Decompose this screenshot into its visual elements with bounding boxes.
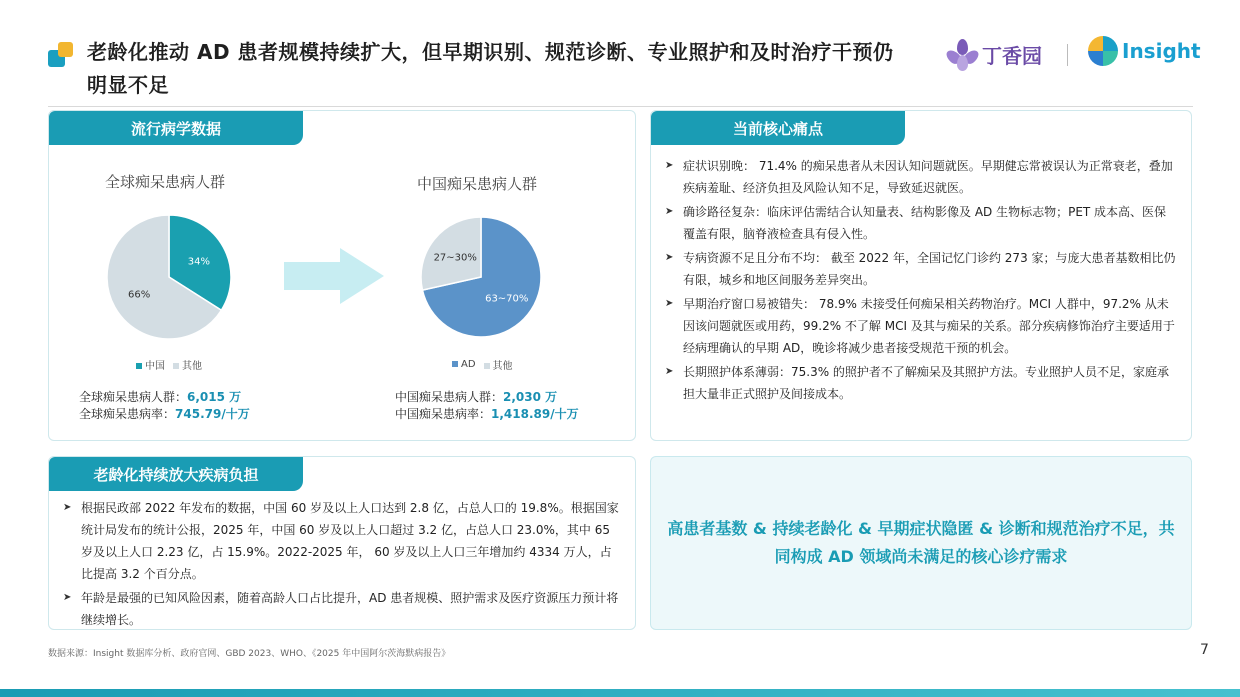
global-chart-title: 全球痴呆患病人群 xyxy=(105,173,226,191)
china-pie-chart xyxy=(419,215,543,339)
china-patients-stat: 中国痴呆患病人群：2,030 万 xyxy=(395,390,558,404)
global-legend xyxy=(136,357,202,372)
epidemiology-tab: 流行病学数据 xyxy=(49,111,303,145)
china-legend xyxy=(452,357,513,372)
dxy-logo-text: 丁香园 xyxy=(982,43,1042,68)
pain-points-tab: 当前核心痛点 xyxy=(651,111,905,145)
summary-text: 高患者基数 & 持续老龄化 & 早期症状隐匿 & 诊断和规范治疗不足，共同构成 AD 领域尚未满足的核心诊疗需求 xyxy=(667,519,1175,566)
pie-data-label: 34% xyxy=(187,256,210,268)
legend-item-ad: AD xyxy=(452,359,476,370)
legend-item-other: 其他 xyxy=(173,357,202,372)
legend-item-china: 中国 xyxy=(136,357,165,372)
list-item: ➤ 专病资源不足且分布不均： 截至 2022 年，全国记忆门诊约 273 家；与庞大患者基数相比仍有限，城乡和地区间服务差异突出。 xyxy=(665,247,1177,291)
pie-data-label: 66% xyxy=(128,289,151,301)
pain-points-panel xyxy=(650,110,1192,441)
pie-data-label: 27~30% xyxy=(433,252,477,264)
global-prevalence-stat: 全球痴呆患病率：745.79/十万 xyxy=(79,407,250,421)
aging-panel xyxy=(48,456,636,630)
global-patients-stat: 全球痴呆患病人群：6,015 万 xyxy=(79,390,242,404)
aging-list xyxy=(63,497,623,633)
footer-bar xyxy=(0,689,1240,697)
china-chart-title: 中国痴呆患病人群 xyxy=(417,175,538,193)
page-title: 老龄化推动 AD 患者规模持续扩大，但早期识别、规范诊断、专业照护和及时治疗干预仍明显不足 xyxy=(87,40,894,97)
list-item: ➤ 症状识别晚： 71.4% 的痴呆患者从未因认知问题就医。早期健忘常被误认为正常衰老，叠加疾病羞耻、经济负担及风险认知不足，导致延迟就医。 xyxy=(665,155,1177,199)
list-item: ➤ 确诊路径复杂：临床评估需结合认知量表、结构影像及 AD 生物标志物；PET 成本高、医保覆盖有限，脑脊液检查具有侵入性。 xyxy=(665,201,1177,245)
list-item: ➤ 长期照护体系薄弱：75.3% 的照护者不了解痴呆及其照护方法。专业照护人员不足，家庭承担大量非正式照护及间接成本。 xyxy=(665,361,1177,405)
pain-points-list xyxy=(665,155,1177,407)
global-pie-chart xyxy=(105,213,233,341)
list-item: ➤ 根据民政部 2022 年发布的数据，中国 60 岁及以上人口达到 2.8 亿，占总人口的 19.8%。根据国家统计局发布的统计公报，2025 年，中国 60 岁及以上人口超过 3.2 亿，占总人口 23.0%，其中 65 岁及以上人口 2.23 亿，占 15.9%。2022-2025 年， 60 岁及以上人口三年增加约 4334 万人，占比提高 3.2 个百分点。 xyxy=(63,497,623,585)
list-item: ➤ 年龄是最强的已知风险因素，随着高龄人口占比提升，AD 患者规模、照护需求及医疗资源压力预计将继续增长。 xyxy=(63,587,623,631)
page-number: 7 xyxy=(1200,642,1209,658)
arrow-right-icon xyxy=(284,248,384,304)
china-prevalence-stat: 中国痴呆患病率：1,418.89/十万 xyxy=(395,407,579,421)
data-source-note: 数据来源：Insight 数据库分析、政府官网、GBD 2023、WHO、《2025 年中国阿尔茨海默病报告》 xyxy=(48,649,451,659)
insight-logo-icon xyxy=(1088,36,1118,66)
pie-data-label: 63~70% xyxy=(485,293,529,305)
dxy-logo xyxy=(948,37,1042,71)
summary-panel xyxy=(650,456,1192,630)
aging-tab: 老龄化持续放大疾病负担 xyxy=(49,457,303,491)
brand-divider xyxy=(1067,44,1068,66)
insight-logo-text: Insight xyxy=(1122,39,1201,63)
title-icon xyxy=(48,42,74,68)
dxy-flower-icon xyxy=(948,39,978,69)
header-divider xyxy=(48,106,1193,107)
epidemiology-panel xyxy=(48,110,636,441)
list-item: ➤ 早期治疗窗口易被错失： 78.9% 未接受任何痴呆相关药物治疗。MCI 人群中，97.2% 从未因该问题就医或用药，99.2% 不了解 MCI 及其与痴呆的关系。部分疾病修饰治疗主要适用于经病理确认的早期 AD，晚诊将减少患者接受规范干预的机会。 xyxy=(665,293,1177,359)
insight-logo xyxy=(1088,36,1201,66)
legend-item-other: 其他 xyxy=(484,357,513,372)
